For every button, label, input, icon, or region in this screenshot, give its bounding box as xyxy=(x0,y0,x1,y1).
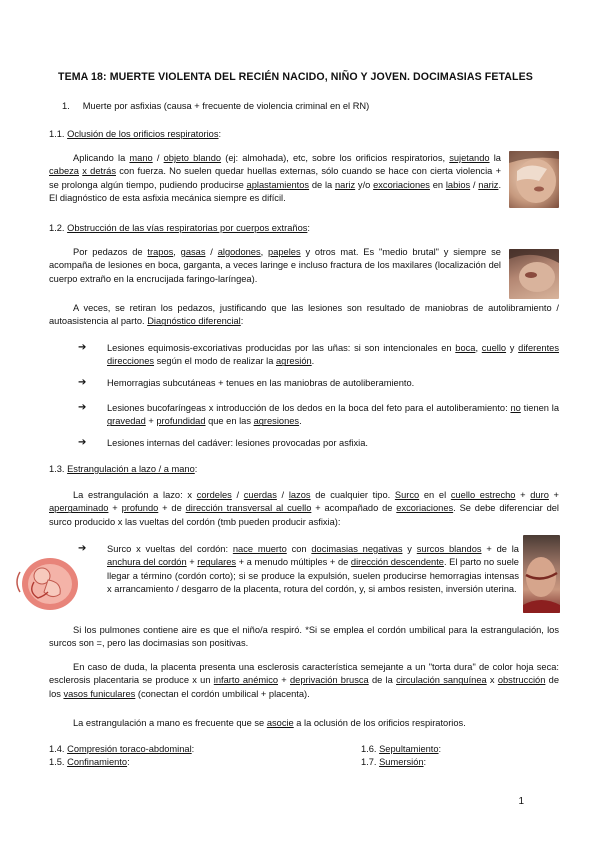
heading-label: Estrangulación a lazo / a mano xyxy=(67,464,195,474)
text-run: + xyxy=(108,503,122,514)
fetus-in-womb-illustration xyxy=(14,552,80,612)
text-run: con fuerza. No suelen quedar huellas externas, sólo cuando se hace con cierta violencia + se prolonga algún tiempo, pudiendo producirse xyxy=(49,166,501,190)
underlined-term: boca xyxy=(455,343,476,353)
text-run: y otros mat. Es "medio brutal" y siempre se acompaña de lesiones en boca, garganta, a veces laringe e incluso fractura de los maxilares (localización del cuerpo extraño en la encrucijada faringo-laríngea). xyxy=(49,247,501,284)
toc-colon: : xyxy=(438,744,442,754)
toc-number: 1.5. xyxy=(49,757,65,767)
heading-number: 1.2. xyxy=(49,223,65,233)
text-run: . Se debe diferenciar del surco producido x las vueltas del cordón (tmb pueden producir asfixia): xyxy=(49,503,559,527)
section-1-1-heading xyxy=(49,128,529,141)
text-run: según el modo de realizar la xyxy=(154,356,276,367)
text-run: (ej: almohada), etc, sobre los orificios respiratorios, xyxy=(221,153,450,163)
text-run: de la xyxy=(309,179,335,190)
underlined-term: no xyxy=(510,403,521,413)
text-run: con xyxy=(286,544,312,554)
text-run: Lesiones internas del cadáver: lesiones provocadas por asfixia. xyxy=(107,438,368,448)
text-run: Lesiones equimosis-excoriativas producidas por las uñas: si son intencionales en xyxy=(107,343,456,353)
underlined-term: anchura del cordón xyxy=(107,557,187,568)
text-run: , xyxy=(173,247,181,257)
toc-label: Sumersión xyxy=(379,757,424,767)
arrow-bullet-icon: ➔ xyxy=(78,437,87,448)
text-run: + xyxy=(548,490,559,500)
text-run: / xyxy=(205,247,218,257)
toc-label: Sepultamiento xyxy=(379,744,439,754)
toc-label: Confinamiento xyxy=(67,757,128,767)
underlined-term: cabeza xyxy=(49,166,79,177)
text-run: de los xyxy=(49,675,559,699)
text-run: La estrangulación a mano es frecuente que se xyxy=(73,718,267,728)
text-run: que en las xyxy=(205,416,254,427)
toc-label: Compresión toraco-abdominal xyxy=(67,744,192,754)
text-run: + de la xyxy=(481,544,519,554)
section-1-3-paragraph-2: Si los pulmones contiene aire es que el niño/a respiró. *Si se emplea el cordón umbilical para la estrangulación, los surcos son =, pero las docimasias son positivas. xyxy=(49,625,559,649)
toc-item-1-4 xyxy=(49,743,309,756)
infant-face-photo xyxy=(509,151,559,208)
underlined-term: asocie xyxy=(266,718,294,728)
section-1-number: 1. xyxy=(62,101,70,111)
underlined-term: infarto anémico xyxy=(213,675,279,686)
text-run: de cualquier tipo. xyxy=(310,490,395,500)
section-1-3-paragraph-4 xyxy=(49,717,559,730)
text-run: + xyxy=(145,416,157,427)
underlined-term: Surco xyxy=(394,490,420,500)
underlined-term: agresiones xyxy=(253,416,300,427)
underlined-term: deprivación brusca xyxy=(289,675,369,686)
text-run: Aplicando la xyxy=(73,153,130,163)
text-run: / xyxy=(152,153,164,163)
text-run: y xyxy=(506,343,519,353)
underlined-term: docimasias negativas xyxy=(311,544,403,554)
toc-number: 1.7. xyxy=(361,757,377,767)
text-run: + xyxy=(278,675,290,686)
infant-mouth-photo xyxy=(509,249,559,299)
document-title: TEMA 18: MUERTE VIOLENTA DEL RECIÉN NACIDO, NIÑO Y JOVEN. DOCIMASIAS FETALES xyxy=(58,71,533,83)
underlined-term: algodones xyxy=(217,247,261,257)
underlined-term: lazos xyxy=(288,490,311,500)
text-run: en el xyxy=(419,490,451,500)
underlined-term: profundidad xyxy=(156,416,206,427)
text-run: x xyxy=(486,675,498,686)
text-run: Lesiones bucofaríngeas x introducción de los dedos en la boca del feto para el autoliberamiento: xyxy=(107,403,511,413)
text-run: : xyxy=(240,316,244,327)
underlined-term: profundo xyxy=(121,503,159,514)
differential-item-2 xyxy=(107,377,559,390)
text-run: + acompañado de xyxy=(311,503,397,514)
underlined-term: cuello xyxy=(481,343,507,353)
underlined-term: x detrás xyxy=(82,166,116,177)
text-run: / xyxy=(231,490,244,500)
underlined-term: cuello estrecho xyxy=(450,490,516,500)
underlined-term: trapos xyxy=(147,247,174,257)
underlined-term: agresión xyxy=(276,356,312,367)
text-run: Hemorragias subcutáneas + tenues en las maniobras de autoliberamiento. xyxy=(107,378,415,388)
heading-number: 1.1. xyxy=(49,129,65,139)
underlined-term: papeles xyxy=(268,247,301,257)
underlined-term: apergaminado xyxy=(49,503,109,514)
underlined-term: gravedad xyxy=(107,416,146,427)
text-run: En caso de duda, la placenta presenta una esclerosis característica semejante a un "torta dura" de color hoja seca: esclerosis placentaria se produce x un xyxy=(49,662,559,686)
text-run: A veces, se retiran los pedazos, justificando que las lesiones son resultado de maniobras de autolibramiento / autoasistencia al parto. xyxy=(49,303,559,327)
toc-item-1-7 xyxy=(361,756,561,769)
page-number: 1 xyxy=(518,796,524,807)
underlined-term: obstrucción xyxy=(497,675,546,686)
underlined-term: gasas xyxy=(180,247,206,257)
toc-colon: : xyxy=(423,757,427,767)
cord-groove-item xyxy=(107,543,519,597)
underlined-term: vasos funiculares xyxy=(63,688,136,699)
arrow-bullet-icon: ➔ xyxy=(78,402,87,413)
underlined-term: dirección descendente xyxy=(350,557,444,568)
text-run: , xyxy=(260,247,269,257)
underlined-term: duro xyxy=(530,490,549,500)
section-1-2-paragraph-1 xyxy=(49,246,501,286)
underlined-term: mano xyxy=(129,153,153,163)
underlined-term: Diagnóstico diferencial xyxy=(147,316,241,327)
text-run: . El parto no suele llegar a término (cordón corto); si se produce la expulsión, suelen producirse hemorragias intensas x arrancamiento / desgarro de la placenta, rotura del cordón, y, si ambos resisten, inversión uterina. xyxy=(107,557,519,595)
heading-colon: : xyxy=(307,223,310,233)
fetus-in-womb-icon xyxy=(14,552,80,612)
text-run: / xyxy=(470,179,479,190)
heading-label: Obstrucción de las vías respiratorias por cuerpos extraños xyxy=(67,223,308,233)
section-1-2-heading xyxy=(49,222,529,235)
text-run: y/o xyxy=(355,179,374,190)
text-run: Por pedazos de xyxy=(73,247,148,257)
differential-item-1 xyxy=(107,342,559,369)
toc-colon: : xyxy=(191,744,195,754)
section-1-3-heading xyxy=(49,463,529,476)
underlined-term: aplastamientos xyxy=(246,179,310,190)
text-run: tienen la xyxy=(520,403,560,413)
text-run: Surco x vueltas del cordón: xyxy=(107,544,233,554)
text-run: de la xyxy=(368,675,397,686)
section-1-1-paragraph xyxy=(49,152,501,206)
text-run: y xyxy=(402,544,417,554)
underlined-term: objeto blando xyxy=(163,153,222,163)
differential-item-3 xyxy=(107,402,559,429)
toc-colon: : xyxy=(127,757,130,767)
underlined-term: regulares xyxy=(197,557,237,568)
toc-item-1-5 xyxy=(49,756,309,769)
text-run: La estrangulación a lazo: x xyxy=(73,490,197,500)
text-run: / xyxy=(276,490,289,500)
underlined-term: excoriaciones xyxy=(396,503,454,514)
heading-number: 1.3. xyxy=(49,464,65,474)
cord-groove-illustration xyxy=(523,535,560,613)
underlined-term: excoriaciones xyxy=(373,179,430,190)
text-run: a la oclusión de los orificios respiratorios. xyxy=(293,718,466,728)
underlined-term: sujetando xyxy=(449,153,490,163)
arrow-bullet-icon: ➔ xyxy=(78,543,87,554)
toc-item-1-6 xyxy=(361,743,561,756)
text-run: en xyxy=(429,179,446,190)
section-1-2-paragraph-2 xyxy=(49,302,559,329)
differential-item-4 xyxy=(107,437,559,450)
underlined-term: surcos blandos xyxy=(416,544,482,554)
text-run: la xyxy=(489,153,501,163)
text-run: + xyxy=(515,490,531,500)
heading-label: Oclusión de los orificios respiratorios xyxy=(67,129,219,139)
text-run: + de xyxy=(158,503,186,514)
text-run: + xyxy=(186,557,198,568)
underlined-term: cuerdas xyxy=(243,490,277,500)
text-run: . El diagnóstico de esta asfixia mecánica siempre es difícil. xyxy=(49,179,502,204)
infant-mouth-illustration xyxy=(509,249,559,299)
underlined-term: circulación sanguínea xyxy=(396,675,487,686)
cord-groove-photo xyxy=(523,535,560,613)
heading-colon: : xyxy=(218,129,222,139)
underlined-term: nariz xyxy=(478,179,499,190)
infant-face-illustration xyxy=(509,151,559,208)
section-1-heading xyxy=(62,100,542,113)
text-run: . xyxy=(311,356,315,367)
underlined-term: diferentes direcciones xyxy=(107,343,559,367)
section-1-3-paragraph-1 xyxy=(49,489,559,529)
underlined-term: cordeles xyxy=(196,490,232,500)
text-run: + a menudo múltiples + de xyxy=(236,557,351,568)
underlined-term: labios xyxy=(445,179,471,190)
section-1-text: Muerte por asfixias (causa + frecuente de violencia criminal en el RN) xyxy=(82,101,370,111)
underlined-term: dirección transversal al cuello xyxy=(185,503,312,514)
text-run: , xyxy=(475,343,482,353)
heading-colon: : xyxy=(194,464,198,474)
toc-number: 1.6. xyxy=(361,744,377,754)
text-run: (conectan el cordón umbilical + placenta). xyxy=(135,688,310,699)
toc-number: 1.4. xyxy=(49,744,65,754)
text-run: . xyxy=(299,416,302,427)
underlined-term: nace muerto xyxy=(232,544,287,554)
arrow-bullet-icon: ➔ xyxy=(78,342,87,353)
arrow-bullet-icon: ➔ xyxy=(78,377,87,388)
underlined-term: nariz xyxy=(335,179,356,190)
section-1-3-paragraph-3 xyxy=(49,661,559,701)
